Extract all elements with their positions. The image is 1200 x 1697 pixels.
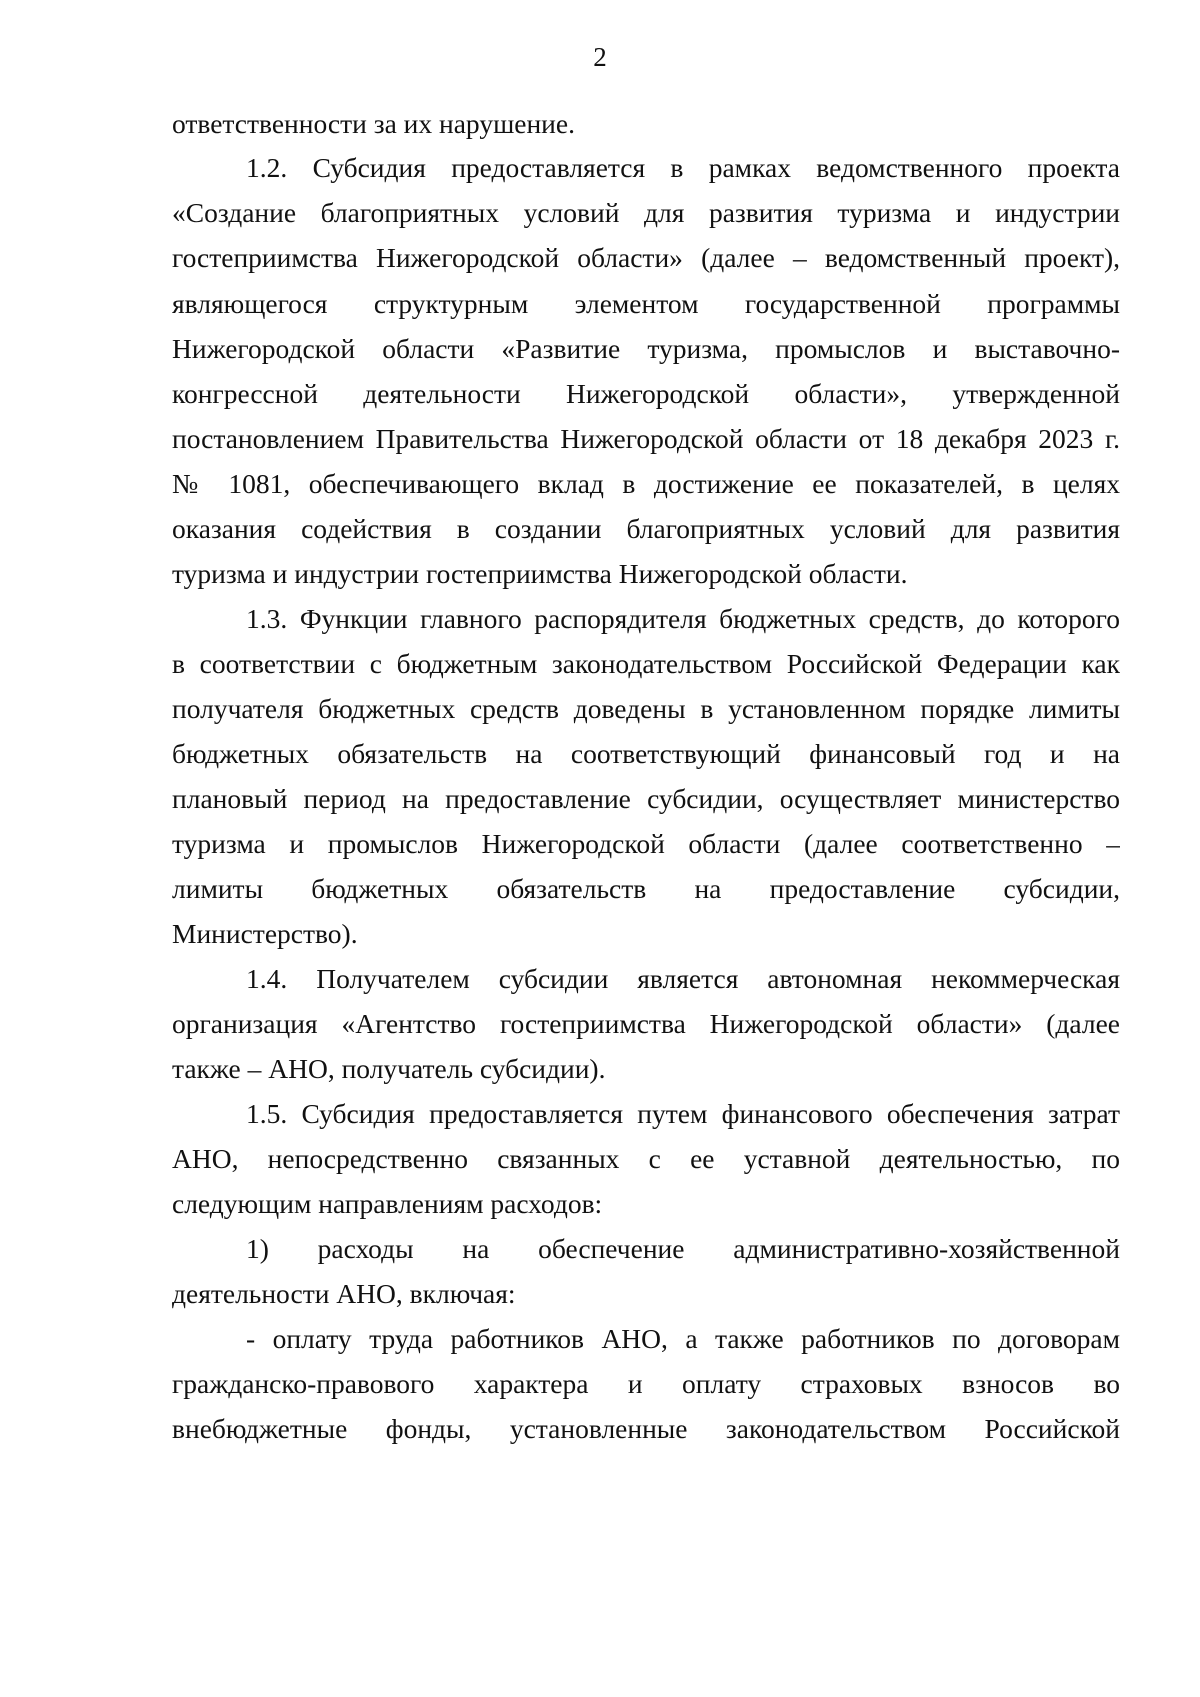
text-line: № 1081, обеспечивающего вклад в достижение ее показателей, в целях (172, 468, 1120, 499)
text-line: 1.2. Субсидия предоставляется в рамках ведомственного проекта (246, 152, 1120, 183)
text-line: получателя бюджетных средств доведены в установленном порядке лимиты (172, 693, 1120, 724)
text-line: 1.5. Субсидия предоставляется путем финансового обеспечения затрат (246, 1098, 1120, 1129)
text-line: в соответствии с бюджетным законодательством Российской Федерации как (172, 648, 1120, 679)
text-line: также – АНО, получатель субсидии). (172, 1053, 606, 1084)
text-line: Министерство). (172, 918, 358, 949)
text-line: постановлением Правительства Нижегородской области от 18 декабря 2023 г. (172, 423, 1120, 454)
text-line: 1.3. Функции главного распорядителя бюджетных средств, до которого (246, 603, 1120, 634)
text-line: ответственности за их нарушение. (172, 108, 575, 139)
text-line: организация «Агентство гостеприимства Нижегородской области» (далее (172, 1008, 1120, 1039)
text-line: бюджетных обязательств на соответствующий финансовый год и на (172, 738, 1120, 769)
page-number: 2 (593, 42, 607, 72)
text-line: деятельности АНО, включая: (172, 1278, 516, 1309)
text-line: - оплату труда работников АНО, а также работников по договорам (246, 1323, 1120, 1354)
text-line: 1) расходы на обеспечение административно-хозяйственной (246, 1233, 1120, 1264)
text-line: следующим направлениям расходов: (172, 1188, 603, 1219)
text-line: конгрессной деятельности Нижегородской области», утвержденной (172, 378, 1120, 409)
text-line: АНО, непосредственно связанных с ее уставной деятельностью, по (172, 1143, 1120, 1174)
text-line: туризма и промыслов Нижегородской области (далее соответственно – (172, 828, 1120, 859)
text-line: плановый период на предоставление субсидии, осуществляет министерство (172, 783, 1120, 814)
text-line: внебюджетные фонды, установленные законодательством Российской (172, 1413, 1120, 1444)
text-line: «Создание благоприятных условий для развития туризма и индустрии (172, 197, 1120, 228)
text-line: являющегося структурным элементом государственной программы (172, 288, 1120, 319)
text-line: 1.4. Получателем субсидии является автономная некоммерческая (246, 963, 1120, 994)
text-line: гостеприимства Нижегородской области» (далее – ведомственный проект), (172, 242, 1120, 273)
text-line: Нижегородской области «Развитие туризма, промыслов и выставочно- (172, 333, 1120, 364)
text-line: оказания содействия в создании благоприятных условий для развития (172, 513, 1120, 544)
text-line: туризма и индустрии гостеприимства Нижегородской области. (172, 558, 908, 589)
text-line: гражданско-правового характера и оплату страховых взносов во (172, 1368, 1120, 1399)
text-line: лимиты бюджетных обязательств на предоставление субсидии, (172, 873, 1120, 904)
